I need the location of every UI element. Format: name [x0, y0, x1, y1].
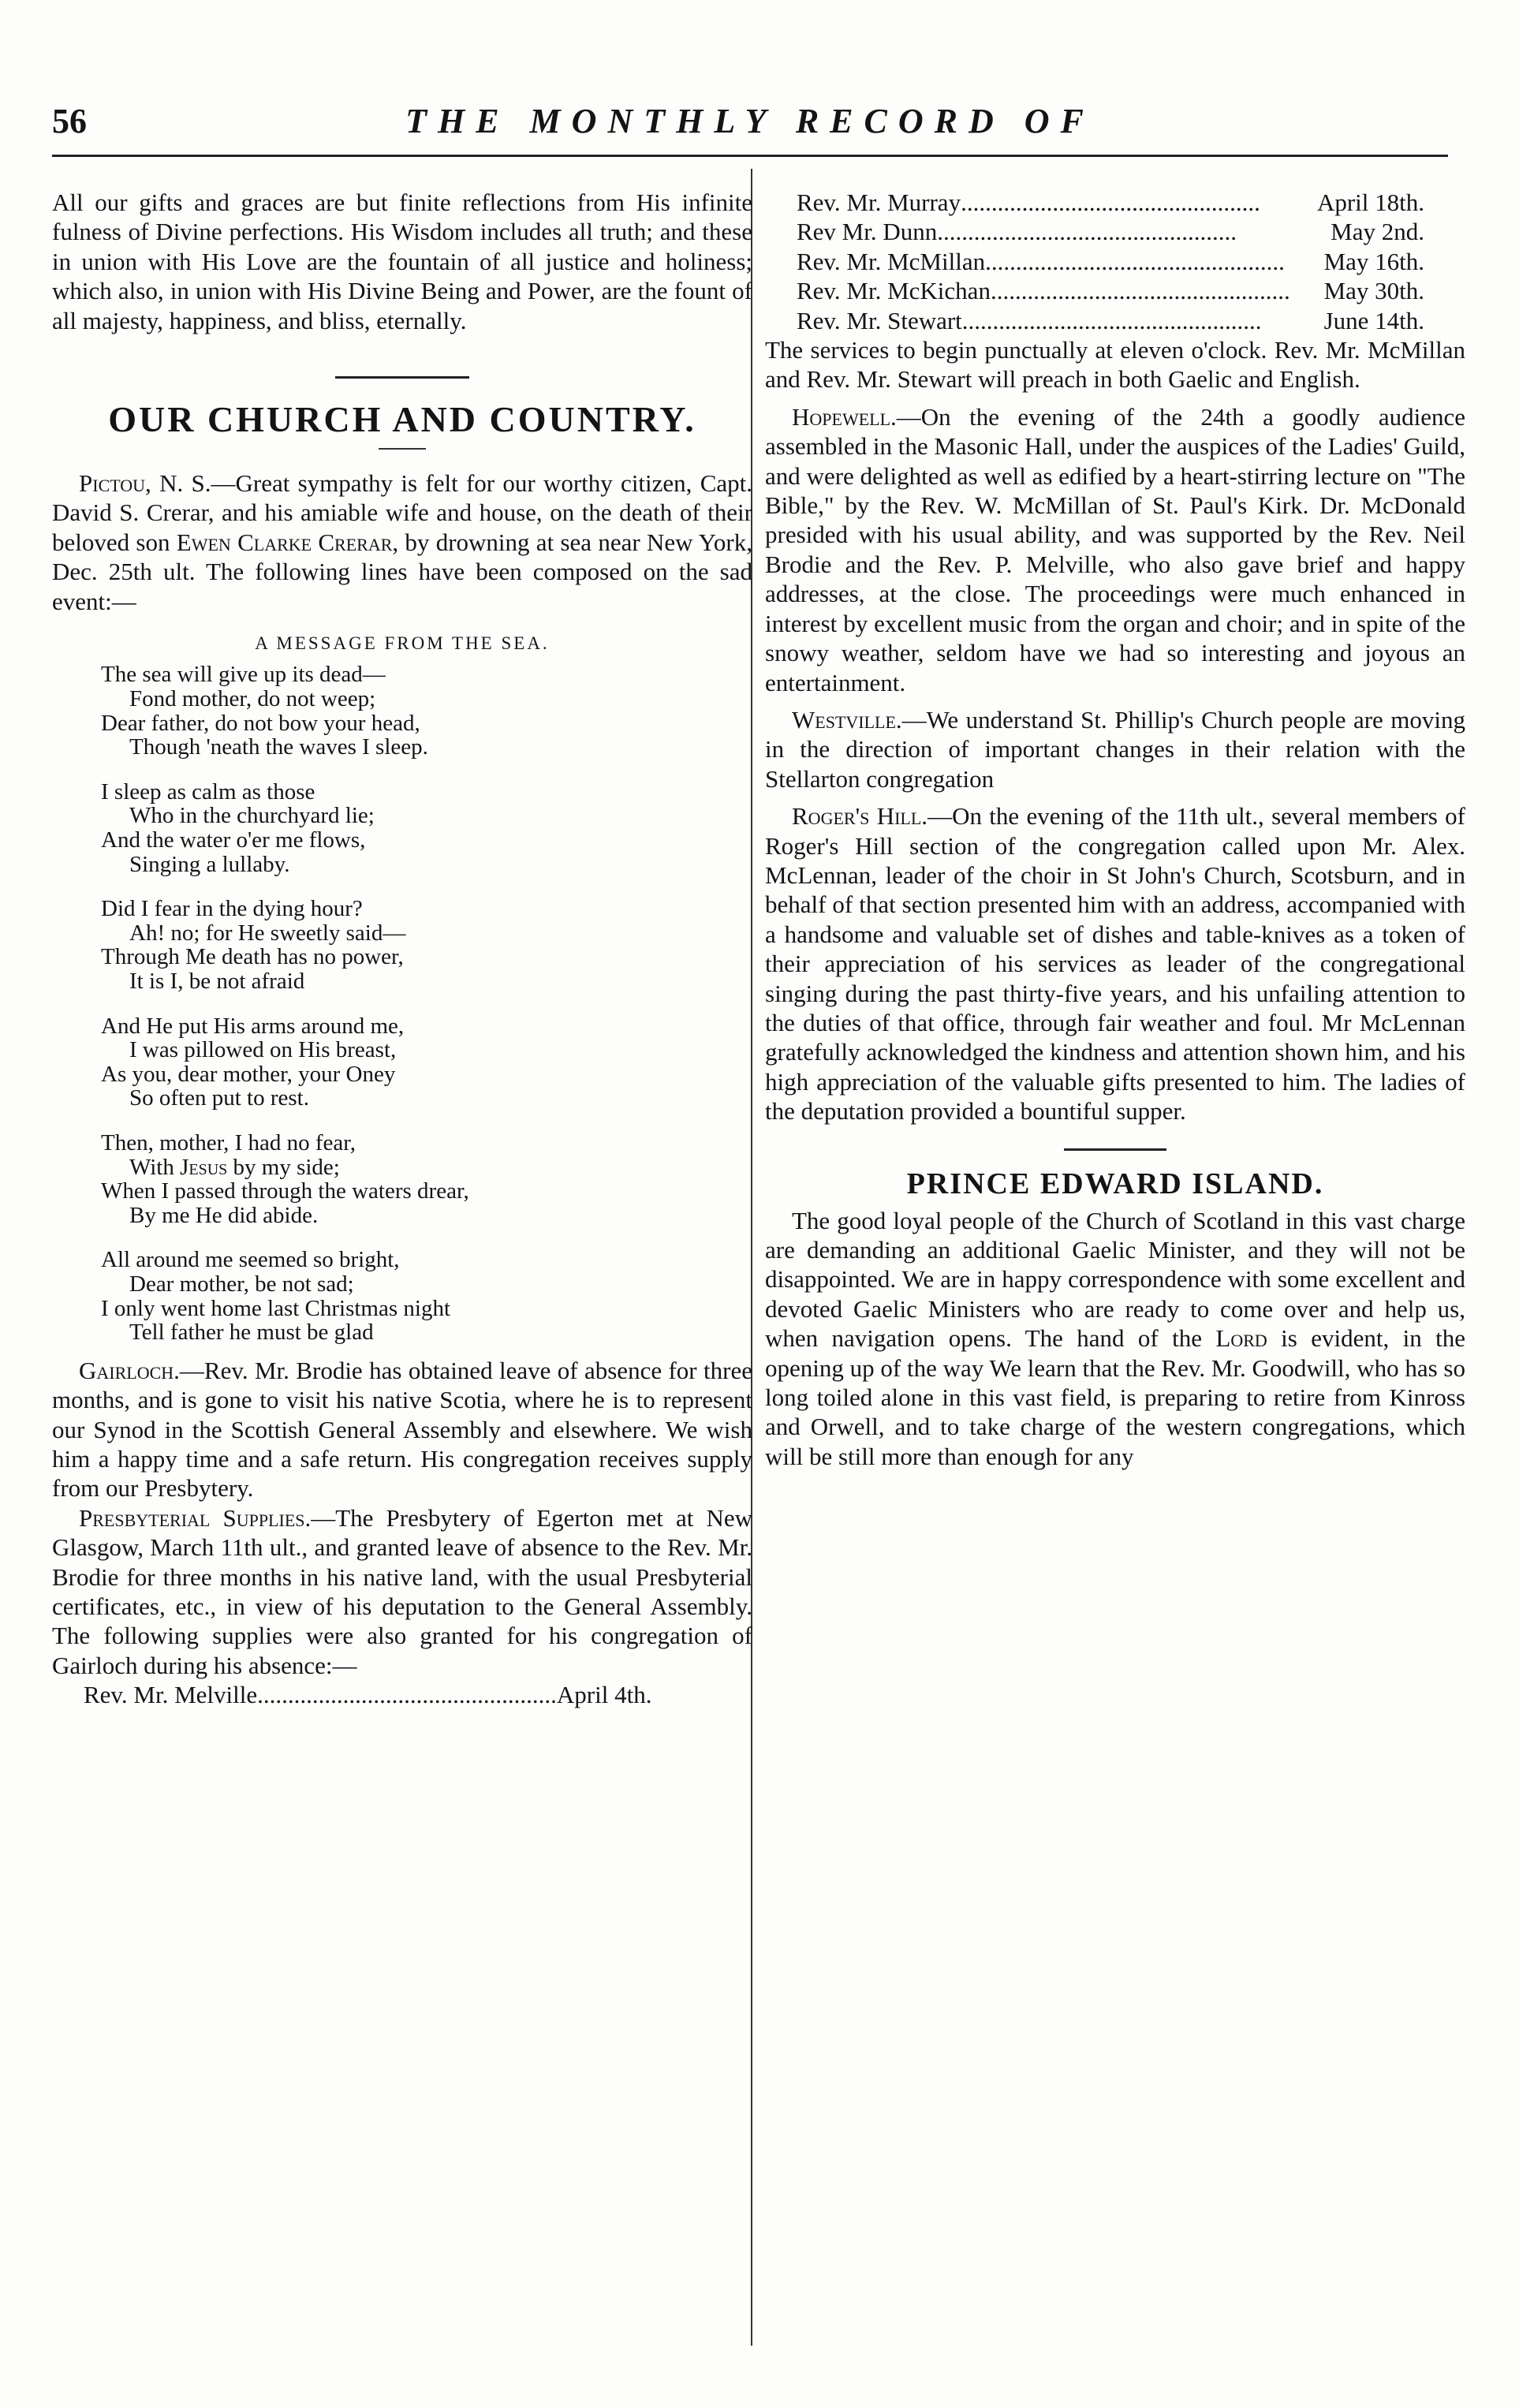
- hopewell-head: Hopewell.: [792, 402, 897, 431]
- supply-entry: [765, 306, 1465, 335]
- supply-entry: [765, 188, 1465, 217]
- poem-line: Tell father he must be glad: [129, 1320, 374, 1346]
- poem-line: The sea will give up its dead—: [101, 662, 386, 688]
- poem-line: Though 'neath the waves I sleep.: [129, 734, 428, 760]
- presbyterial-head: Presbyterial Supplies.: [79, 1503, 312, 1532]
- poem-line: And the water o'er me flows,: [101, 827, 366, 853]
- supply-date: May 16th.: [1323, 247, 1424, 275]
- supply-name: Rev. Mr. Murray: [797, 189, 961, 216]
- running-title: THE MONTHLY RECORD OF: [405, 102, 1095, 140]
- pei-paragraph: The good loyal people of the Church of Scotland in this vast charge are demanding an additional Gaelic Minister, and they will not be disappointed. We are in happy correspondence with some excellent and devoted Gaelic Ministers who are ready to come over and help us, when navigation opens. The hand of the Lord is evident, in the opening up of the way We learn that the Rev. Mr. Goodwill, who has so long toiled alone in this vast field, is preparing to retire from Kinross and Orwell, and to take charge of the western congregations, which will be still more than enough for any: [765, 1206, 1466, 1470]
- poem-stanza-6: [101, 1248, 752, 1344]
- poem-line: Fond mother, do not weep;: [129, 686, 376, 712]
- supply-entry: [765, 217, 1465, 246]
- page-number: 56: [52, 102, 87, 140]
- pictou-name: Ewen Clarke Crerar: [176, 528, 393, 556]
- leader-dots: .................................................: [937, 218, 1237, 246]
- poem-line: Dear father, do not bow your head,: [101, 710, 420, 736]
- supply-name: Rev. Mr. McKichan: [797, 277, 991, 305]
- pictou-paragraph: Pictou, N. S.—Great sympathy is felt for our worthy citizen, Capt. David S. Crerar, and his amiable wife and house, on the death of their beloved son Ewen Clarke Crerar, by drowning at sea near New York, Dec. 25th ult. The following lines have been composed on the sad event:—: [52, 469, 752, 615]
- poem-line: Through Me death has no power,: [101, 944, 404, 970]
- supply-name: Rev. Mr. McMillan: [797, 247, 986, 275]
- poem-line: So often put to rest.: [129, 1085, 309, 1111]
- poem-line: It is I, be not afraid: [129, 969, 305, 994]
- leader-dots: .................................................: [990, 277, 1290, 305]
- poem-line: Did I fear in the dying hour?: [101, 896, 363, 922]
- opening-paragraph: All our gifts and graces are but finite reflections from His infinite fulness of Divine perfections. His Wisdom includes all truth; and these in union with His Love are the fountain of all justice and holiness; which also, in union with His Divine Being and Power, are the fount of all majesty, happiness, and bliss, eternally.: [52, 189, 752, 334]
- section-title-pei: PRINCE EDWARD ISLAND.: [906, 1167, 1324, 1200]
- supply-entry: [765, 276, 1465, 305]
- poem-title: A MESSAGE FROM THE SEA.: [255, 633, 550, 654]
- page-header: [52, 101, 1448, 148]
- supply-entry: [52, 1680, 752, 1709]
- poem-line: All around me seemed so bright,: [101, 1247, 400, 1273]
- presbyterial-paragraph: Presbyterial Supplies.—The Presbytery of Egerton met at New Glasgow, March 11th ult., and granted leave of absence to the Rev. Mr. Brodie for three months in his native land, with the usual Presbyterial certificates, etc., in view of his deputation to the General Assembly. The following supplies were also granted for his congregation of Gairloch during his absence:—: [52, 1503, 753, 1679]
- poem-stanza-3: [101, 897, 752, 993]
- title-rule: [379, 448, 426, 450]
- poem-jesus: Jesus: [180, 1154, 228, 1180]
- supply-date: May 30th.: [1323, 277, 1424, 305]
- header-rule: [52, 155, 1448, 157]
- supply-date: April 4th.: [556, 1681, 652, 1709]
- pictou-head: Pictou, N. S.: [79, 469, 211, 498]
- westville-head: Westville.: [792, 705, 902, 734]
- poem-line: Dear mother, be not sad;: [129, 1271, 354, 1297]
- pei-lord: Lord: [1215, 1324, 1267, 1353]
- poem-line: I only went home last Christmas night: [101, 1295, 451, 1321]
- poem-line: And He put His arms around me,: [101, 1013, 405, 1039]
- poem-line: Ah! no; for He sweetly said—: [129, 920, 406, 946]
- leader-dots: .................................................: [257, 1681, 557, 1709]
- gairloch-head: Gairloch.: [79, 1356, 180, 1384]
- supply-date: June 14th.: [1323, 306, 1424, 334]
- supply-date: April 18th.: [1316, 189, 1424, 216]
- poem-line: Who in the churchyard lie;: [129, 803, 375, 829]
- poem-stanza-5: [101, 1131, 752, 1227]
- supply-entry: [765, 247, 1465, 276]
- leader-dots: .................................................: [961, 189, 1260, 216]
- services-paragraph: The services to begin punctually at eleven o'clock. Rev. Mr. McMillan and Rev. Mr. Stewart will preach in both Gaelic and English.: [765, 336, 1465, 394]
- right-column: [765, 188, 1465, 1471]
- poem-line: Then, mother, I had no fear,: [101, 1129, 356, 1155]
- hopewell-paragraph: Hopewell.—On the evening of the 24th a goodly audience assembled in the Masonic Hall, under the auspices of the Ladies' Guild, and were delighted as well as edified by a heart-stirring lecture on "The Bible," by the Rev. W. McMillan of St. Paul's Kirk. Dr. McDonald presided with his usual ability, and was supported by the Rev. Neil Brodie and the Rev. P. Melville, who also gave brief and happy addresses, at the close. The proceedings were much enhanced in interest by excellent music from the organ and choir; and in spite of the snowy weather, seldom have we had so interesting and joyous an entertainment.: [765, 402, 1465, 696]
- supply-name: Rev Mr. Dunn: [797, 218, 938, 246]
- poem-line: As you, dear mother, your Oney: [101, 1061, 396, 1087]
- leader-dots: .................................................: [985, 247, 1285, 275]
- poem-stanza-4: [101, 1014, 752, 1111]
- poem-line: When I passed through the waters drear,: [101, 1178, 469, 1204]
- poem-line: Singing a lullaby.: [129, 851, 290, 877]
- left-column: [52, 188, 752, 1710]
- leader-dots: .................................................: [961, 306, 1262, 334]
- rogers-hill-head: Roger's Hill.: [792, 802, 928, 831]
- section-title-church-country: OUR CHURCH AND COUNTRY.: [108, 399, 696, 440]
- poem-line: With Jesus by my side;: [129, 1154, 340, 1180]
- gairloch-paragraph: Gairloch.—Rev. Mr. Brodie has obtained leave of absence for three months, and is gone to visit his native Scotia, where he is to represent our Synod in the Scottish General Assembly and elsewhere. We wish him a happy time and a safe return. His congregation receives supply from our Presbytery.: [52, 1356, 752, 1503]
- poem-stanza-1: [101, 663, 752, 759]
- rogers-hill-paragraph: Roger's Hill.—On the evening of the 11th ult., several members of Roger's Hill section of the congregation called upon Mr. Alex. McLennan, leader of the choir in St John's Church, Scotsburn, and in behalf of that section presented him with an address, accompanied with a handsome and valuable set of dishes and table-knives as a token of their appreciation of his services as leader of the congregational singing during the past thirty-five years, and his unfailing attention to the duties of that office, through fair weather and foul. Mr McLennan gratefully acknowledged the kindness and attention shown him, and his high appreciation of the valuable gifts presented to him. The ladies of the deputation provided a bountiful supper.: [765, 802, 1465, 1126]
- supply-list: [765, 188, 1465, 335]
- supply-name: Rev. Mr. Stewart: [797, 306, 962, 334]
- supply-name: Rev. Mr. Melville: [84, 1681, 258, 1709]
- poem-line: By me He did abide.: [129, 1202, 319, 1228]
- supply-date: May 2nd.: [1331, 218, 1424, 246]
- poem-stanza-2: [101, 780, 752, 876]
- poem-line: I was pillowed on His breast,: [129, 1037, 397, 1063]
- westville-paragraph: Westville.—We understand St. Phillip's Church people are moving in the direction of important changes in their relation with the Stellarton congregation: [765, 705, 1465, 793]
- poem-line: I sleep as calm as those: [101, 778, 315, 805]
